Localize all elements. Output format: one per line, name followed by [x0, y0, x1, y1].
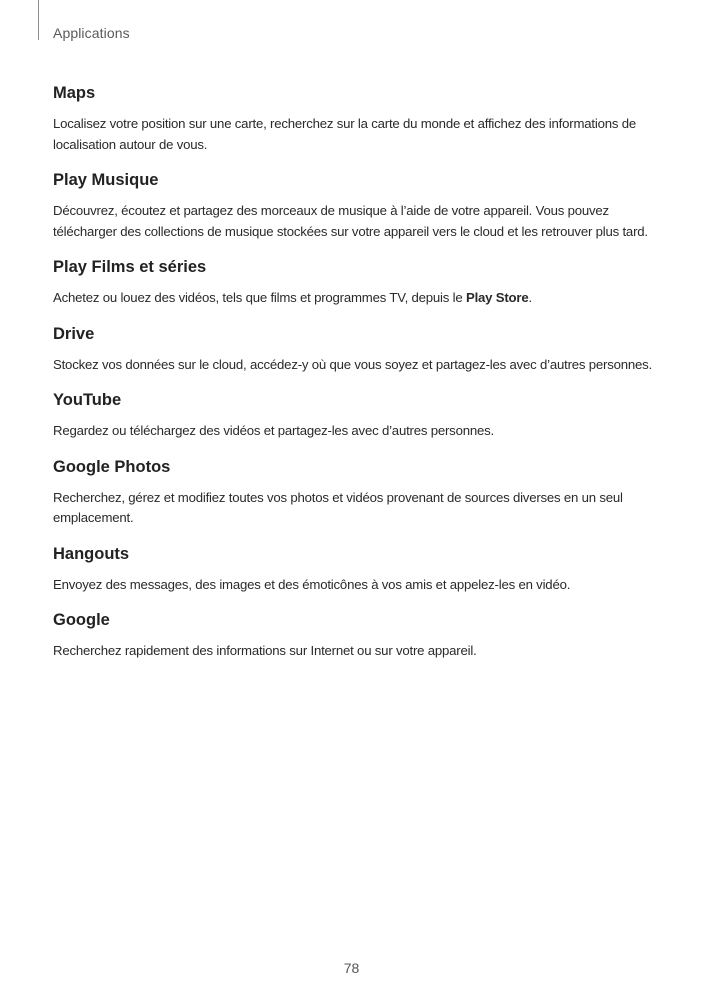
section-hangouts	[53, 544, 653, 596]
section-heading: Hangouts	[53, 544, 130, 563]
section-heading: Google Photos	[53, 457, 171, 476]
section-heading: Play Musique	[53, 171, 159, 189]
play-store-reference: Play Store	[465, 290, 529, 305]
section-body: Stockez vos données sur le cloud, accédez-y où que vous soyez et partagez-les avec d’autres personnes.	[53, 356, 653, 372]
section-google-photos	[53, 457, 653, 529]
section-body: Recherchez rapidement des informations sur Internet ou sur votre appareil.	[53, 643, 477, 658]
section-body	[53, 288, 653, 309]
section-body: Recherchez, gérez et modifiez toutes vos photos et vidéos provenant de sources diverses en un seul emplacement.	[53, 489, 623, 525]
section-body: Localisez votre position sur une carte, recherchez sur la carte du monde et affichez des informations de localisation autour de vous.	[53, 116, 636, 152]
running-header: Applications	[53, 25, 130, 41]
page-number: 78	[343, 960, 360, 976]
section-heading: Drive	[53, 324, 95, 343]
section-heading: Play Films et séries	[53, 258, 207, 276]
section-play-films	[53, 257, 653, 309]
section-heading: Maps	[53, 84, 96, 102]
section-youtube	[53, 390, 653, 442]
header-rule	[38, 0, 39, 40]
section-body-text: Achetez ou louez des vidéos, tels que films et programmes TV, depuis le	[53, 290, 466, 305]
main-content	[53, 83, 653, 677]
section-heading: YouTube	[53, 391, 122, 409]
section-google	[53, 610, 653, 662]
section-body: Découvrez, écoutez et partagez des morceaux de musique à l’aide de votre appareil. Vous pouvez télécharger des collections de musique stockées sur votre appareil vers le cloud et les retrouver plus tard.	[53, 203, 648, 239]
section-drive	[53, 324, 653, 376]
section-play-musique	[53, 170, 653, 242]
section-body: Envoyez des messages, des images et des émoticônes à vos amis et appelez-les en vidéo.	[53, 576, 571, 592]
section-body: Regardez ou téléchargez des vidéos et partagez-les avec d’autres personnes.	[53, 423, 494, 438]
section-maps	[53, 83, 653, 155]
section-heading: Google	[53, 611, 110, 629]
section-body-punctuation: .	[528, 290, 532, 305]
